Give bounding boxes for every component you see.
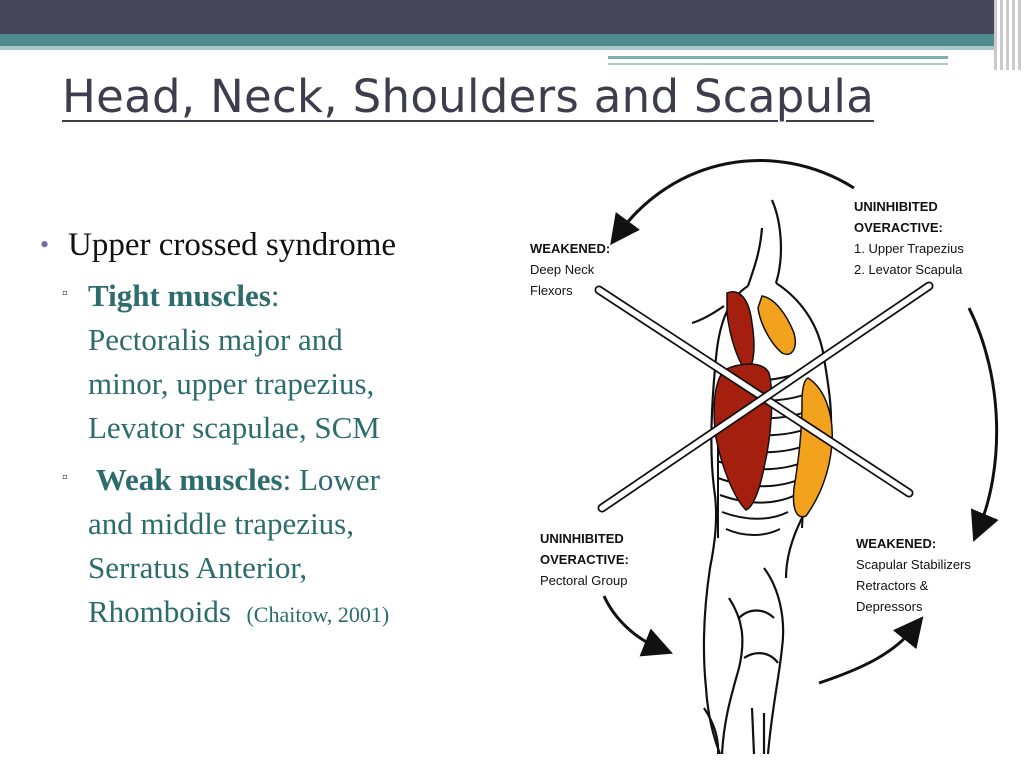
sub-bullet-weak: [40, 458, 510, 637]
tight-sep: :: [270, 278, 280, 313]
square-bullet-icon: ▫: [62, 285, 68, 302]
tight-line-3: Levator scapulae, SCM: [88, 410, 380, 445]
label-weakened-scapular: WEAKENED: Scapular Stabilizers Retractors & Depressors: [856, 536, 971, 614]
arrow-left: [604, 596, 659, 648]
sub-bullet-tight: [40, 274, 510, 450]
arrow-top: [619, 160, 854, 233]
header-accent-line-2: [608, 63, 948, 65]
label-overactive-pectoral: UNINHIBITED OVERACTIVE: Pectoral Group: [540, 531, 629, 588]
upper-crossed-diagram: [524, 148, 1008, 754]
weak-line-1: Lower: [299, 462, 380, 497]
header-band-teal: [0, 34, 1024, 46]
tight-line-2: minor, upper trapezius,: [88, 366, 375, 401]
weak-line-4: Rhomboids: [88, 594, 231, 629]
arrow-bottom: [819, 628, 914, 683]
header-band-light: [0, 46, 1024, 50]
main-bullet-text: Upper crossed syndrome: [68, 227, 397, 263]
slide-title: Head, Neck, Shoulders and Scapula: [62, 70, 875, 123]
main-bullet: [40, 224, 510, 266]
label-weakened-deep-neck: WEAKENED: Deep Neck Flexors: [530, 241, 611, 298]
weak-sep: :: [282, 462, 299, 497]
header-band-dark: [0, 0, 1024, 34]
tight-line-1: Pectoralis major and: [88, 322, 343, 357]
arrow-right: [969, 308, 997, 528]
bullet-list: [40, 224, 510, 637]
tight-heading: Tight muscles: [88, 278, 271, 313]
label-overactive-upper-trapezius: UNINHIBITED OVERACTIVE: 1. Upper Trapezius 2. Levator Scapula: [854, 199, 964, 277]
citation: (Chaitow, 2001): [246, 602, 390, 627]
header-corner-stripes: [994, 0, 1024, 70]
weak-line-3: Serratus Anterior,: [88, 550, 308, 585]
bullet-dot-icon: •: [40, 230, 50, 259]
square-bullet-icon: ▫: [62, 469, 68, 486]
weak-heading: Weak muscles: [95, 462, 283, 497]
header-accent-line: [608, 56, 948, 59]
weak-line-2: and middle trapezius,: [88, 506, 354, 541]
